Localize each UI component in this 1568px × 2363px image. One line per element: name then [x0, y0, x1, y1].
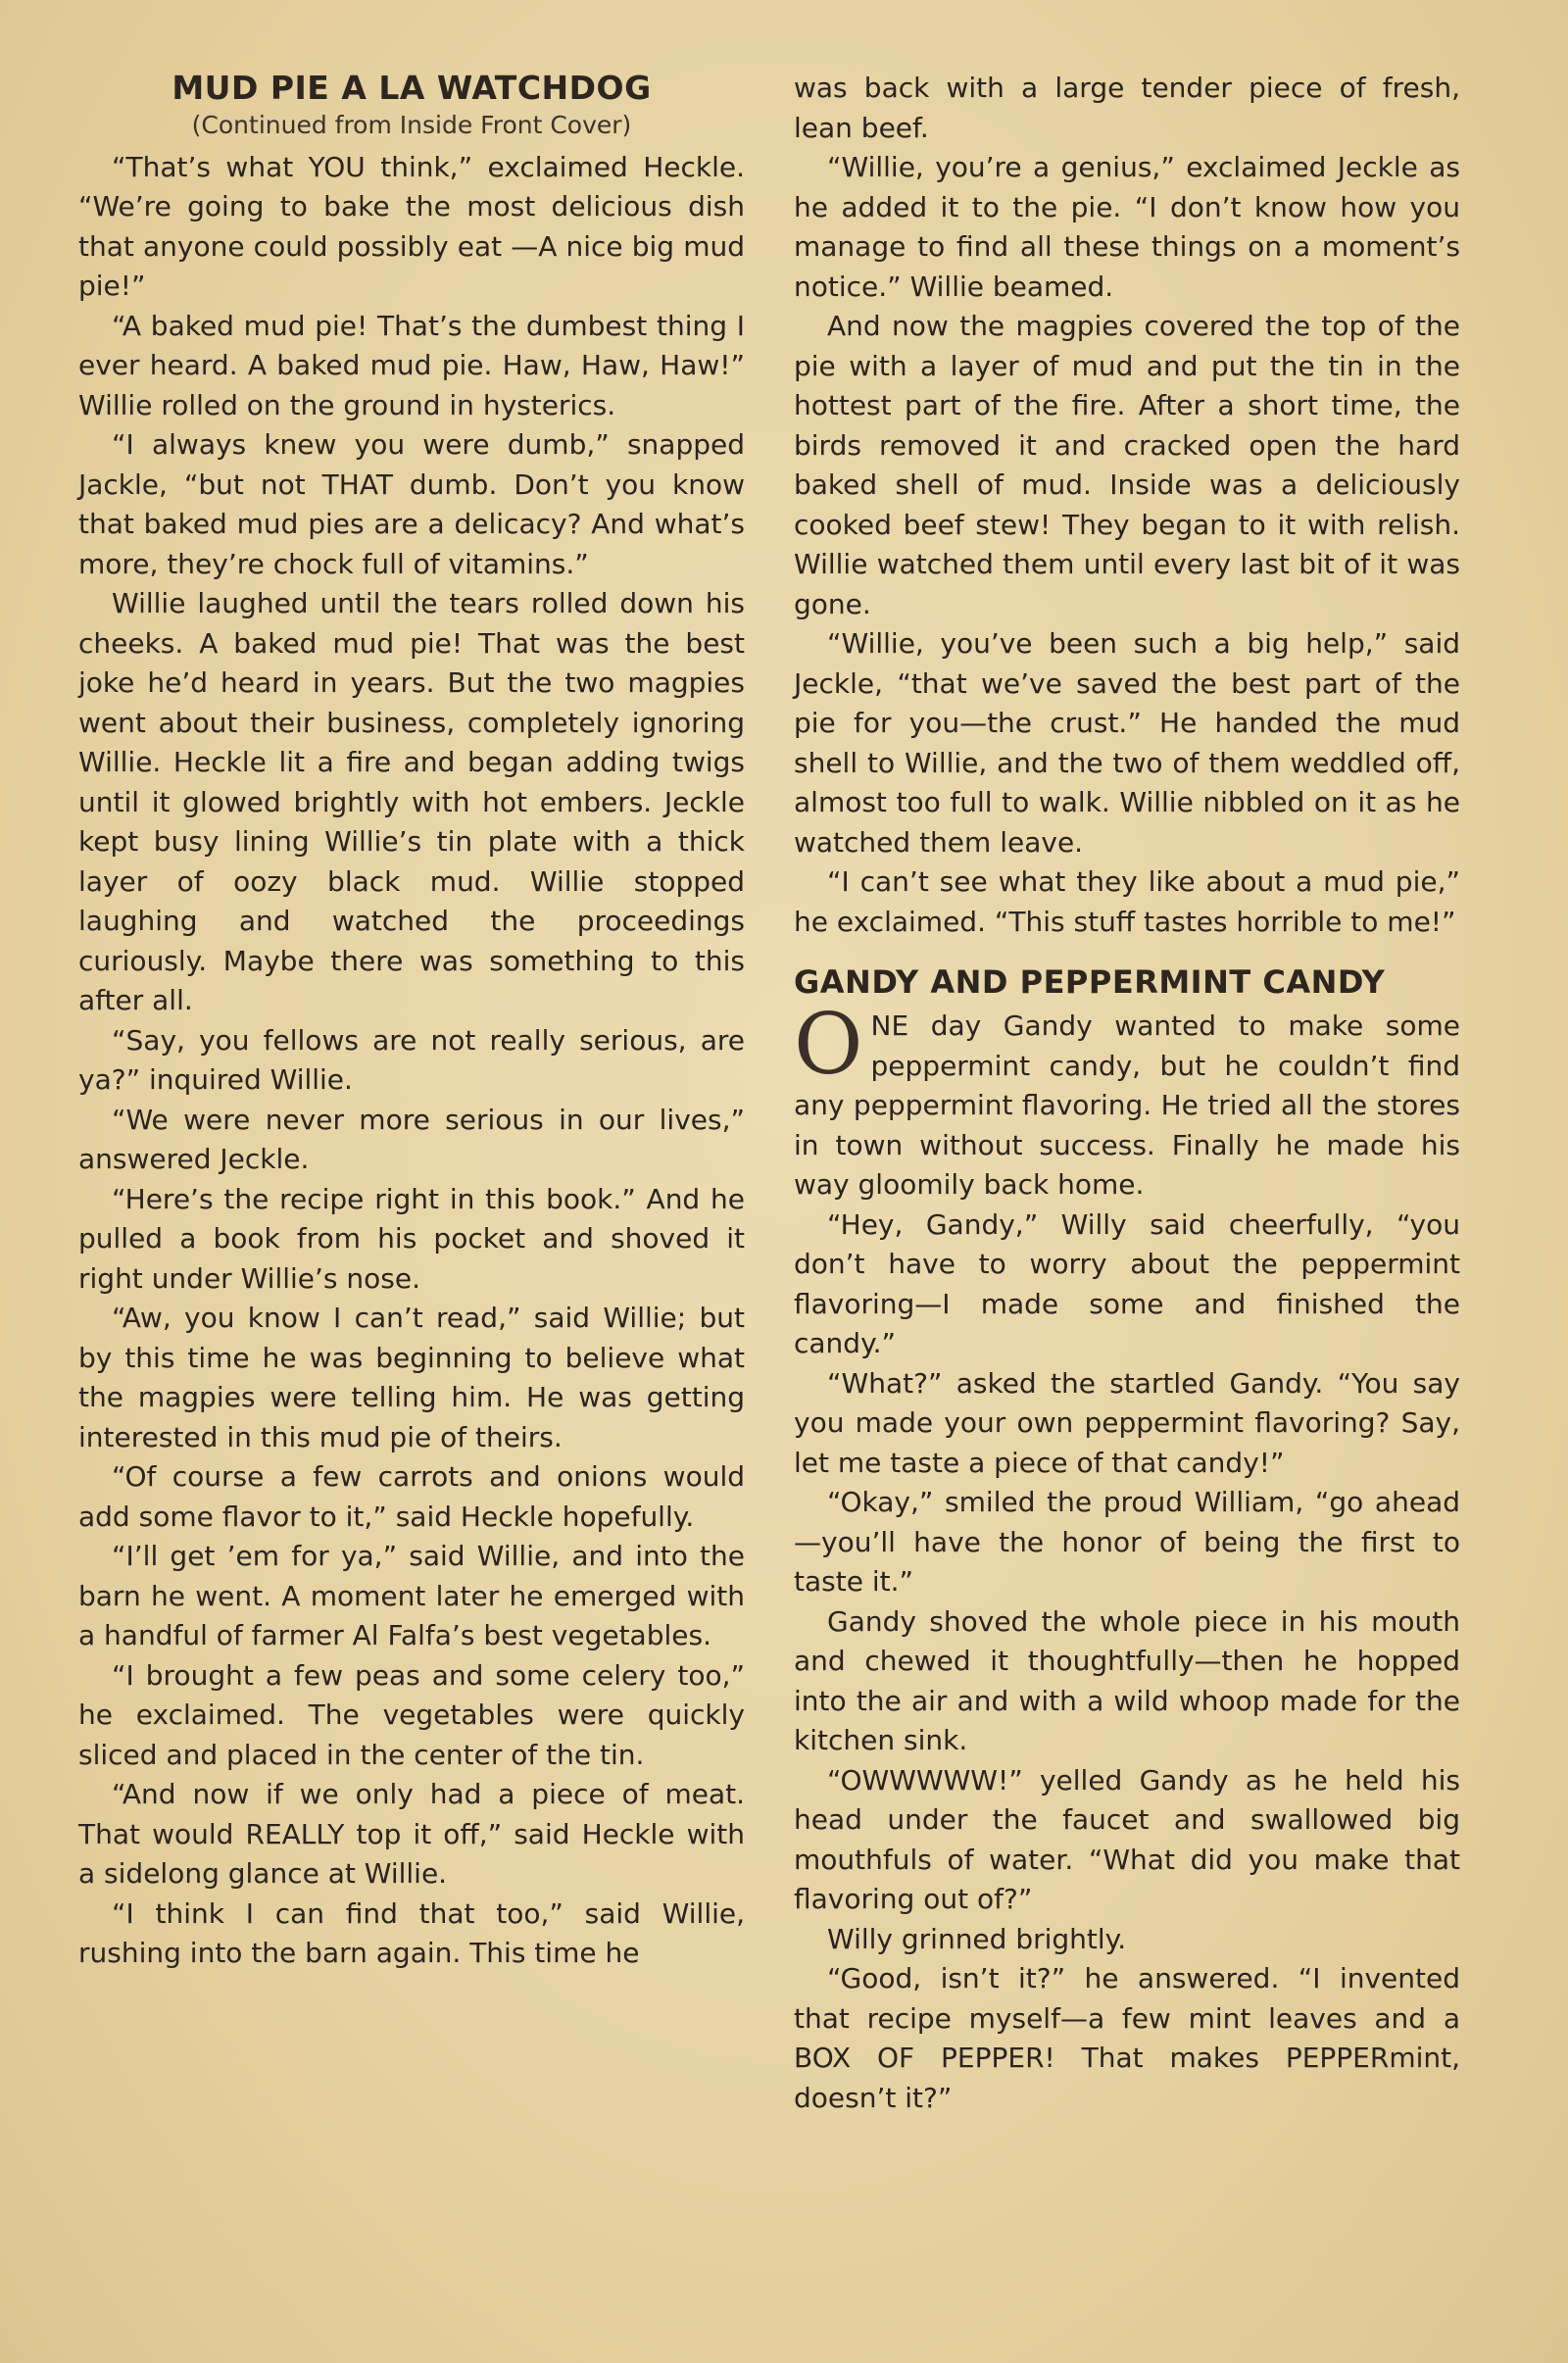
paragraph: “OWWWWW!” yelled Gandy as he held his head under the faucet and swallowed big mouthfuls of water. “What did you make that flavoring out of?” [794, 1763, 1460, 1916]
paragraph: “I’ll get ’em for ya,” said Willie, and into the barn he went. A moment later he emerged with a handful of farmer Al Falfa’s best vegetables. [78, 1540, 745, 1652]
paragraph: “I can’t see what they like about a mud pie,” he exclaimed. “This stuff tastes horrible to me!” [794, 865, 1460, 938]
paragraph: “Say, you fellows are not really serious, are ya?” inquired Willie. [78, 1023, 745, 1097]
paragraph-text: NE day Gandy wanted to make some peppermint candy, but he couldn’t find any peppermint flavoring. He tried all the stores in town without success. Finally he made his way gloomily back home. [794, 1009, 1460, 1202]
paragraph: “And now if we only had a piece of meat. That would REALLY top it off,” said Heckle with a sidelong glance at Willie. [78, 1778, 745, 1891]
paragraph: “I always knew you were dumb,” snapped Jackle, “but not THAT dumb. Don’t you know that baked mud pies are a delicacy? And what’s more, they’re chock full of vitamins.” [78, 428, 745, 580]
paragraph: “Here’s the recipe right in this book.” And he pulled a book from his pocket and shoved it right under Willie’s nose. [78, 1182, 745, 1295]
story-title: MUD PIE A LA WATCHDOG [172, 69, 652, 107]
paragraph: “Aw, you know I can’t read,” said Willie; but by this time he was beginning to believe what the magpies were telling him. He was getting interested in this mud pie of theirs. [78, 1302, 745, 1453]
right-column [794, 69, 1460, 2118]
paragraph: “Good, isn’t it?” he answered. “I invented that recipe myself—a few mint leaves and a BOX OF PEPPER! That makes PEPPERmint, doesn’t it?” [794, 1962, 1460, 2114]
paragraph: “Willie, you’re a genius,” exclaimed Jeckle as he added it to the pie. “I don’t know how you manage to find all these things on a moment’s notice.” Willie beamed. [794, 151, 1460, 303]
drop-cap: O [794, 996, 863, 1095]
paragraph: Willy grinned brightly. [827, 1922, 1127, 1955]
paragraph-continuation: was back with a large tender piece of fresh, lean beef. [794, 72, 1460, 144]
paragraph: “Okay,” smiled the proud William, “go ahead—you’ll have the honor of being the first to taste it.” [794, 1486, 1460, 1599]
paragraph: “A baked mud pie! That’s the dumbest thing I ever heard. A baked mud pie. Haw, Haw, Haw!” Willie rolled on the ground in hysterics. [78, 309, 745, 421]
paragraph: “Willie, you’ve been such a big help,” said Jeckle, “that we’ve saved the best part of the pie for you—the crust.” He handed the mud shell to Willie, and the two of them weddled off, almost too full to walk. Willie nibbled on it as he watched them leave. [794, 627, 1460, 859]
paragraph: “I think I can find that too,” said Willie, rushing into the barn again. This time he [78, 1896, 745, 1970]
paragraph: Gandy shoved the whole piece in his mouth and chewed it thoughtfully—then he hopped into the air and with a wild whoop made for the kitchen sink. [794, 1604, 1460, 1757]
left-column [78, 69, 745, 1974]
paragraph: “I brought a few peas and some celery too,” he exclaimed. The vegetables were quickly sliced and placed in the center of the tin. [78, 1658, 745, 1771]
paragraph: “We were never more serious in our lives,” answered Jeckle. [78, 1103, 745, 1176]
story-title: GANDY AND PEPPERMINT CANDY [794, 963, 1386, 1001]
paragraph: “That’s what YOU think,” exclaimed Heckle. “We’re going to bake the most delicious dish that anyone could possibly eat —A nice big mud pie!” [78, 150, 745, 303]
paragraph: “Of course a few carrots and onions would add some flavor to it,” said Heckle hopefully. [78, 1460, 745, 1533]
paragraph: “Hey, Gandy,” Willy said cheerfully, “you don’t have to worry about the peppermint flavoring—I made some and finished the candy.” [794, 1207, 1460, 1360]
paragraph: “What?” asked the startled Gandy. “You say you made your own peppermint flavoring? Say, let me taste a piece of that candy!” [794, 1366, 1460, 1479]
paragraph: Willie laughed until the tears rolled down his cheeks. A baked mud pie! That was the best joke he’d heard in years. But the two magpies went about their business, completely ignoring Willie. Heckle lit a fire and began adding twigs until it glowed brightly with hot embers. Jeckle kept busy lining Willie’s tin plate with a thick layer of oozy black mud. Willie stopped laughing and watched the proceedings curiously. Maybe there was something to this after all. [78, 587, 745, 1017]
paragraph [794, 996, 1460, 1206]
story-subtitle: (Continued from Inside Front Cover) [191, 110, 632, 139]
paragraph: And now the magpies covered the top of the pie with a layer of mud and put the tin in the hottest part of the fire. After a short time, the birds removed it and cracked open the hard baked shell of mud. Inside was a deliciously cooked beef stew! They began to it with relish. Willie watched them until every last bit of it was gone. [794, 310, 1460, 620]
